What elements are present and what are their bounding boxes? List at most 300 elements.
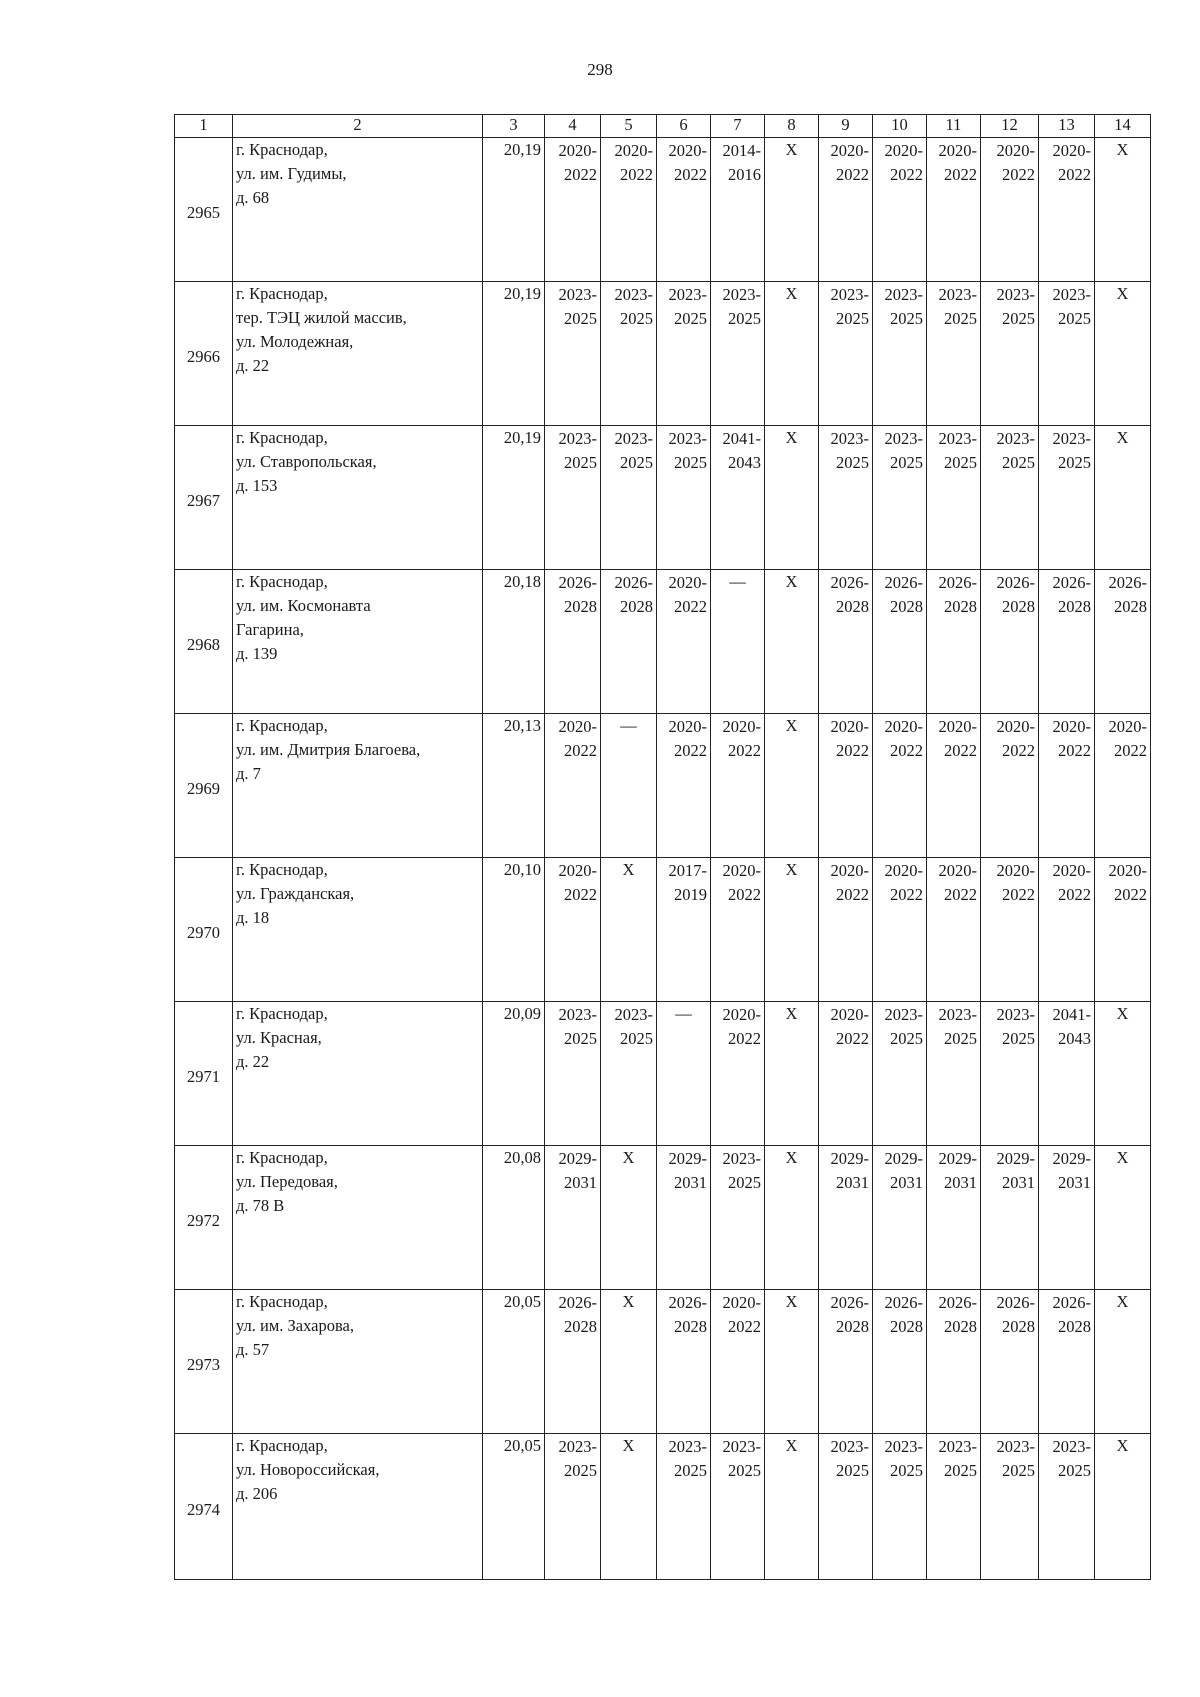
empty-dash: — [601, 714, 657, 858]
period-cell [1039, 426, 1095, 570]
period-line: 2043 [1058, 1029, 1091, 1048]
period-cell [819, 1290, 873, 1434]
period-line: 2028 [944, 1317, 977, 1336]
period-line: 2026- [614, 573, 653, 592]
address-line: ул. Молодежная, [236, 332, 354, 351]
period-line: 2023- [558, 285, 597, 304]
period-cell [657, 426, 711, 570]
period-line: 2022 [564, 165, 597, 184]
period-line: 2023- [938, 1437, 977, 1456]
period-line: 2026- [884, 1293, 923, 1312]
period-line: 2022 [1002, 741, 1035, 760]
period-line: 2023- [614, 285, 653, 304]
period-cell [711, 138, 765, 282]
period-line: 2028 [890, 1317, 923, 1336]
period-line: 2020- [884, 717, 923, 736]
table-row [175, 1434, 1151, 1580]
period-line: 2023- [668, 285, 707, 304]
period-line: 2022 [728, 1317, 761, 1336]
address-cell [233, 138, 483, 282]
period-line: 2025 [1002, 453, 1035, 472]
period-line: 2020- [996, 861, 1035, 880]
not-applicable-mark: X [1095, 282, 1151, 426]
period-line: 2022 [674, 741, 707, 760]
period-cell [711, 858, 765, 1002]
period-cell [545, 1146, 601, 1290]
address-line: д. 153 [236, 476, 278, 495]
address-line: д. 22 [236, 1052, 270, 1071]
row-number: 2973 [175, 1290, 233, 1434]
not-applicable-mark: X [765, 282, 819, 426]
period-line: 2026- [830, 573, 869, 592]
period-line: 2026- [996, 573, 1035, 592]
period-cell [927, 282, 981, 426]
period-line: 2023- [884, 285, 923, 304]
period-line: 2025 [728, 1461, 761, 1480]
period-line: 2028 [836, 1317, 869, 1336]
period-line: 2026- [938, 573, 977, 592]
period-line: 2031 [890, 1173, 923, 1192]
period-line: 2025 [620, 309, 653, 328]
period-cell [873, 1146, 927, 1290]
period-cell [873, 570, 927, 714]
period-cell [657, 1146, 711, 1290]
period-line: 2016 [728, 165, 761, 184]
period-line: 2041- [1052, 1005, 1091, 1024]
period-line: 2020- [996, 717, 1035, 736]
period-cell [819, 570, 873, 714]
address-line: д. 68 [236, 188, 270, 207]
period-line: 2025 [944, 1029, 977, 1048]
period-cell [711, 1146, 765, 1290]
period-line: 2022 [728, 741, 761, 760]
period-cell [819, 282, 873, 426]
period-line: 2017- [668, 861, 707, 880]
period-line: 2025 [674, 309, 707, 328]
period-line: 2020- [668, 573, 707, 592]
period-line: 2023- [558, 1005, 597, 1024]
row-number: 2968 [175, 570, 233, 714]
period-line: 2025 [564, 309, 597, 328]
period-cell [981, 426, 1039, 570]
address-line: г. Краснодар, [236, 284, 328, 303]
period-cell [1039, 1002, 1095, 1146]
period-cell [657, 858, 711, 1002]
period-cell [819, 714, 873, 858]
period-cell [819, 1434, 873, 1580]
period-cell [657, 138, 711, 282]
period-line: 2020- [1052, 141, 1091, 160]
period-cell [873, 426, 927, 570]
address-line: ул. Красная, [236, 1028, 322, 1047]
period-line: 2022 [944, 741, 977, 760]
row-number: 2966 [175, 282, 233, 426]
period-line: 2028 [944, 597, 977, 616]
period-cell [601, 282, 657, 426]
period-cell [711, 282, 765, 426]
address-line: ул. Ставропольская, [236, 452, 377, 471]
period-cell [819, 138, 873, 282]
period-line: 2025 [944, 1461, 977, 1480]
period-line: 2025 [1058, 309, 1091, 328]
period-line: 2020- [1108, 861, 1147, 880]
period-cell [711, 714, 765, 858]
not-applicable-mark: X [765, 714, 819, 858]
empty-dash: — [711, 570, 765, 714]
period-line: 2022 [1058, 741, 1091, 760]
period-cell [819, 1146, 873, 1290]
period-cell [981, 1290, 1039, 1434]
period-line: 2025 [1002, 1461, 1035, 1480]
period-line: 2022 [1002, 165, 1035, 184]
period-cell [1039, 1146, 1095, 1290]
period-cell [545, 282, 601, 426]
period-line: 2023- [722, 285, 761, 304]
table-row [175, 282, 1151, 426]
period-line: 2022 [1058, 165, 1091, 184]
period-line: 2022 [890, 741, 923, 760]
page-number: 298 [587, 60, 613, 79]
period-line: 2026- [1052, 573, 1091, 592]
area-cell: 20,10 [483, 858, 545, 1002]
period-line: 2025 [890, 453, 923, 472]
period-line: 2020- [558, 717, 597, 736]
period-line: 2025 [728, 1173, 761, 1192]
period-line: 2025 [1002, 1029, 1035, 1048]
period-cell [981, 1434, 1039, 1580]
period-cell [1039, 1434, 1095, 1580]
address-line: ул. им. Дмитрия Благоева, [236, 740, 421, 759]
not-applicable-mark: X [765, 1434, 819, 1580]
column-header: 3 [483, 115, 545, 138]
address-line: д. 22 [236, 356, 270, 375]
address-line: д. 18 [236, 908, 270, 927]
period-line: 2031 [1058, 1173, 1091, 1192]
address-line: г. Краснодар, [236, 428, 328, 447]
period-line: 2029- [558, 1149, 597, 1168]
period-line: 2023- [1052, 285, 1091, 304]
period-line: 2023- [1052, 1437, 1091, 1456]
address-cell [233, 426, 483, 570]
period-line: 2025 [564, 453, 597, 472]
period-line: 2023- [668, 1437, 707, 1456]
column-header: 13 [1039, 115, 1095, 138]
period-cell [545, 138, 601, 282]
not-applicable-mark: X [765, 138, 819, 282]
period-line: 2019 [674, 885, 707, 904]
period-cell [981, 1146, 1039, 1290]
address-line: г. Краснодар, [236, 1148, 328, 1167]
period-line: 2029- [830, 1149, 869, 1168]
address-line: Гагарина, [236, 620, 304, 639]
area-cell: 20,05 [483, 1290, 545, 1434]
period-cell [601, 138, 657, 282]
period-line: 2020- [668, 141, 707, 160]
period-cell [657, 570, 711, 714]
address-line: ул. Гражданская, [236, 884, 355, 903]
not-applicable-mark: X [601, 1290, 657, 1434]
period-line: 2020- [722, 717, 761, 736]
period-cell [545, 1290, 601, 1434]
address-line: г. Краснодар, [236, 140, 328, 159]
period-line: 2026- [558, 1293, 597, 1312]
period-line: 2029- [938, 1149, 977, 1168]
period-line: 2025 [836, 309, 869, 328]
area-cell: 20,13 [483, 714, 545, 858]
period-line: 2043 [728, 453, 761, 472]
period-cell [927, 1290, 981, 1434]
column-header: 7 [711, 115, 765, 138]
area-cell: 20,19 [483, 138, 545, 282]
period-line: 2031 [674, 1173, 707, 1192]
period-line: 2028 [674, 1317, 707, 1336]
column-header: 12 [981, 115, 1039, 138]
period-line: 2020- [1108, 717, 1147, 736]
column-header: 10 [873, 115, 927, 138]
period-cell [545, 858, 601, 1002]
not-applicable-mark: X [601, 1146, 657, 1290]
period-line: 2026- [1108, 573, 1147, 592]
period-line: 2031 [944, 1173, 977, 1192]
period-line: 2014- [722, 141, 761, 160]
area-cell: 20,08 [483, 1146, 545, 1290]
period-line: 2023- [830, 429, 869, 448]
period-line: 2022 [1114, 885, 1147, 904]
register-table [174, 114, 1151, 1580]
period-line: 2025 [674, 1461, 707, 1480]
table-row [175, 1002, 1151, 1146]
period-line: 2025 [564, 1029, 597, 1048]
address-line: ул. им. Космонавта [236, 596, 371, 615]
period-line: 2025 [564, 1461, 597, 1480]
address-cell [233, 714, 483, 858]
row-number: 2970 [175, 858, 233, 1002]
address-line: д. 139 [236, 644, 278, 663]
period-line: 2028 [1002, 597, 1035, 616]
table-row [175, 1146, 1151, 1290]
address-line: ул. им. Гудимы, [236, 164, 347, 183]
period-line: 2022 [1002, 885, 1035, 904]
period-cell [1039, 714, 1095, 858]
column-header: 5 [601, 115, 657, 138]
period-line: 2025 [620, 453, 653, 472]
address-cell [233, 282, 483, 426]
not-applicable-mark: X [601, 858, 657, 1002]
period-cell [711, 426, 765, 570]
period-line: 2023- [558, 429, 597, 448]
address-line: г. Краснодар, [236, 1292, 328, 1311]
period-cell [981, 570, 1039, 714]
period-line: 2028 [564, 1317, 597, 1336]
period-line: 2025 [836, 453, 869, 472]
period-line: 2022 [836, 741, 869, 760]
period-line: 2023- [830, 285, 869, 304]
period-line: 2028 [1002, 1317, 1035, 1336]
period-line: 2022 [728, 885, 761, 904]
period-line: 2022 [836, 165, 869, 184]
column-header: 2 [233, 115, 483, 138]
not-applicable-mark: X [765, 426, 819, 570]
period-line: 2023- [1052, 429, 1091, 448]
address-cell [233, 570, 483, 714]
period-line: 2023- [884, 429, 923, 448]
table-row [175, 570, 1151, 714]
period-cell [981, 138, 1039, 282]
period-cell [819, 1002, 873, 1146]
period-cell [873, 1434, 927, 1580]
period-line: 2020- [668, 717, 707, 736]
period-cell [873, 858, 927, 1002]
period-line: 2025 [1058, 453, 1091, 472]
period-line: 2023- [996, 1437, 1035, 1456]
not-applicable-mark: X [1095, 138, 1151, 282]
row-number: 2967 [175, 426, 233, 570]
period-line: 2031 [564, 1173, 597, 1192]
row-number: 2969 [175, 714, 233, 858]
period-line: 2023- [722, 1149, 761, 1168]
period-line: 2022 [728, 1029, 761, 1048]
not-applicable-mark: X [1095, 1290, 1151, 1434]
not-applicable-mark: X [601, 1434, 657, 1580]
area-cell: 20,19 [483, 282, 545, 426]
period-line: 2028 [1058, 597, 1091, 616]
period-cell [657, 282, 711, 426]
table-row [175, 714, 1151, 858]
not-applicable-mark: X [1095, 426, 1151, 570]
period-line: 2023- [884, 1437, 923, 1456]
not-applicable-mark: X [1095, 1434, 1151, 1580]
period-line: 2028 [890, 597, 923, 616]
period-line: 2022 [836, 885, 869, 904]
period-line: 2025 [944, 309, 977, 328]
area-cell: 20,19 [483, 426, 545, 570]
period-line: 2025 [1002, 309, 1035, 328]
period-line: 2020- [884, 861, 923, 880]
period-cell [601, 1002, 657, 1146]
period-line: 2025 [674, 453, 707, 472]
period-line: 2022 [890, 885, 923, 904]
period-line: 2029- [1052, 1149, 1091, 1168]
row-number: 2971 [175, 1002, 233, 1146]
row-number: 2972 [175, 1146, 233, 1290]
period-cell [981, 714, 1039, 858]
period-line: 2020- [830, 1005, 869, 1024]
period-cell [711, 1290, 765, 1434]
period-cell [601, 426, 657, 570]
address-line: ул. Новороссийская, [236, 1460, 380, 1479]
period-cell [545, 426, 601, 570]
address-cell [233, 1290, 483, 1434]
column-header: 11 [927, 115, 981, 138]
period-line: 2025 [890, 1461, 923, 1480]
period-line: 2020- [884, 141, 923, 160]
period-line: 2023- [996, 1005, 1035, 1024]
empty-dash: — [657, 1002, 711, 1146]
period-line: 2020- [722, 1293, 761, 1312]
period-cell [601, 570, 657, 714]
row-number: 2965 [175, 138, 233, 282]
period-line: 2022 [836, 1029, 869, 1048]
period-cell [545, 570, 601, 714]
period-line: 2028 [1058, 1317, 1091, 1336]
period-cell [927, 1434, 981, 1580]
period-cell [981, 858, 1039, 1002]
period-line: 2022 [1058, 885, 1091, 904]
period-cell [873, 714, 927, 858]
column-header: 8 [765, 115, 819, 138]
not-applicable-mark: X [1095, 1146, 1151, 1290]
period-cell [711, 1002, 765, 1146]
period-cell [927, 1002, 981, 1146]
not-applicable-mark: X [1095, 1002, 1151, 1146]
period-cell [1039, 858, 1095, 1002]
period-line: 2020- [722, 1005, 761, 1024]
period-line: 2025 [1058, 1461, 1091, 1480]
address-line: д. 78 В [236, 1196, 285, 1215]
period-line: 2023- [668, 429, 707, 448]
period-line: 2023- [938, 429, 977, 448]
period-line: 2023- [722, 1437, 761, 1456]
not-applicable-mark: X [765, 858, 819, 1002]
period-line: 2022 [890, 165, 923, 184]
period-line: 2031 [836, 1173, 869, 1192]
period-line: 2022 [674, 597, 707, 616]
period-cell [981, 282, 1039, 426]
area-cell: 20,09 [483, 1002, 545, 1146]
period-cell [545, 714, 601, 858]
period-line: 2023- [830, 1437, 869, 1456]
period-cell [1095, 714, 1151, 858]
period-cell [545, 1434, 601, 1580]
period-cell [873, 1290, 927, 1434]
period-line: 2026- [1052, 1293, 1091, 1312]
period-line: 2022 [1114, 741, 1147, 760]
period-line: 2023- [558, 1437, 597, 1456]
period-line: 2026- [996, 1293, 1035, 1312]
period-cell [1039, 1290, 1095, 1434]
column-header: 14 [1095, 115, 1151, 138]
column-header: 6 [657, 115, 711, 138]
period-line: 2020- [830, 717, 869, 736]
address-line: д. 7 [236, 764, 261, 783]
not-applicable-mark: X [765, 1146, 819, 1290]
period-line: 2022 [944, 885, 977, 904]
table-row [175, 426, 1151, 570]
period-line: 2025 [944, 453, 977, 472]
period-line: 2023- [996, 429, 1035, 448]
period-line: 2023- [884, 1005, 923, 1024]
period-line: 2041- [722, 429, 761, 448]
address-line: тер. ТЭЦ жилой массив, [236, 308, 407, 327]
period-line: 2023- [614, 1005, 653, 1024]
period-line: 2026- [938, 1293, 977, 1312]
period-cell [657, 1290, 711, 1434]
period-line: 2020- [996, 141, 1035, 160]
address-cell [233, 1434, 483, 1580]
period-cell [927, 426, 981, 570]
address-cell [233, 858, 483, 1002]
period-cell [1039, 570, 1095, 714]
not-applicable-mark: X [765, 1002, 819, 1146]
period-line: 2031 [1002, 1173, 1035, 1192]
period-line: 2020- [938, 141, 977, 160]
period-line: 2028 [564, 597, 597, 616]
period-line: 2025 [836, 1461, 869, 1480]
period-cell [1095, 570, 1151, 714]
period-line: 2022 [944, 165, 977, 184]
period-cell [657, 1434, 711, 1580]
address-line: ул. Передовая, [236, 1172, 338, 1191]
